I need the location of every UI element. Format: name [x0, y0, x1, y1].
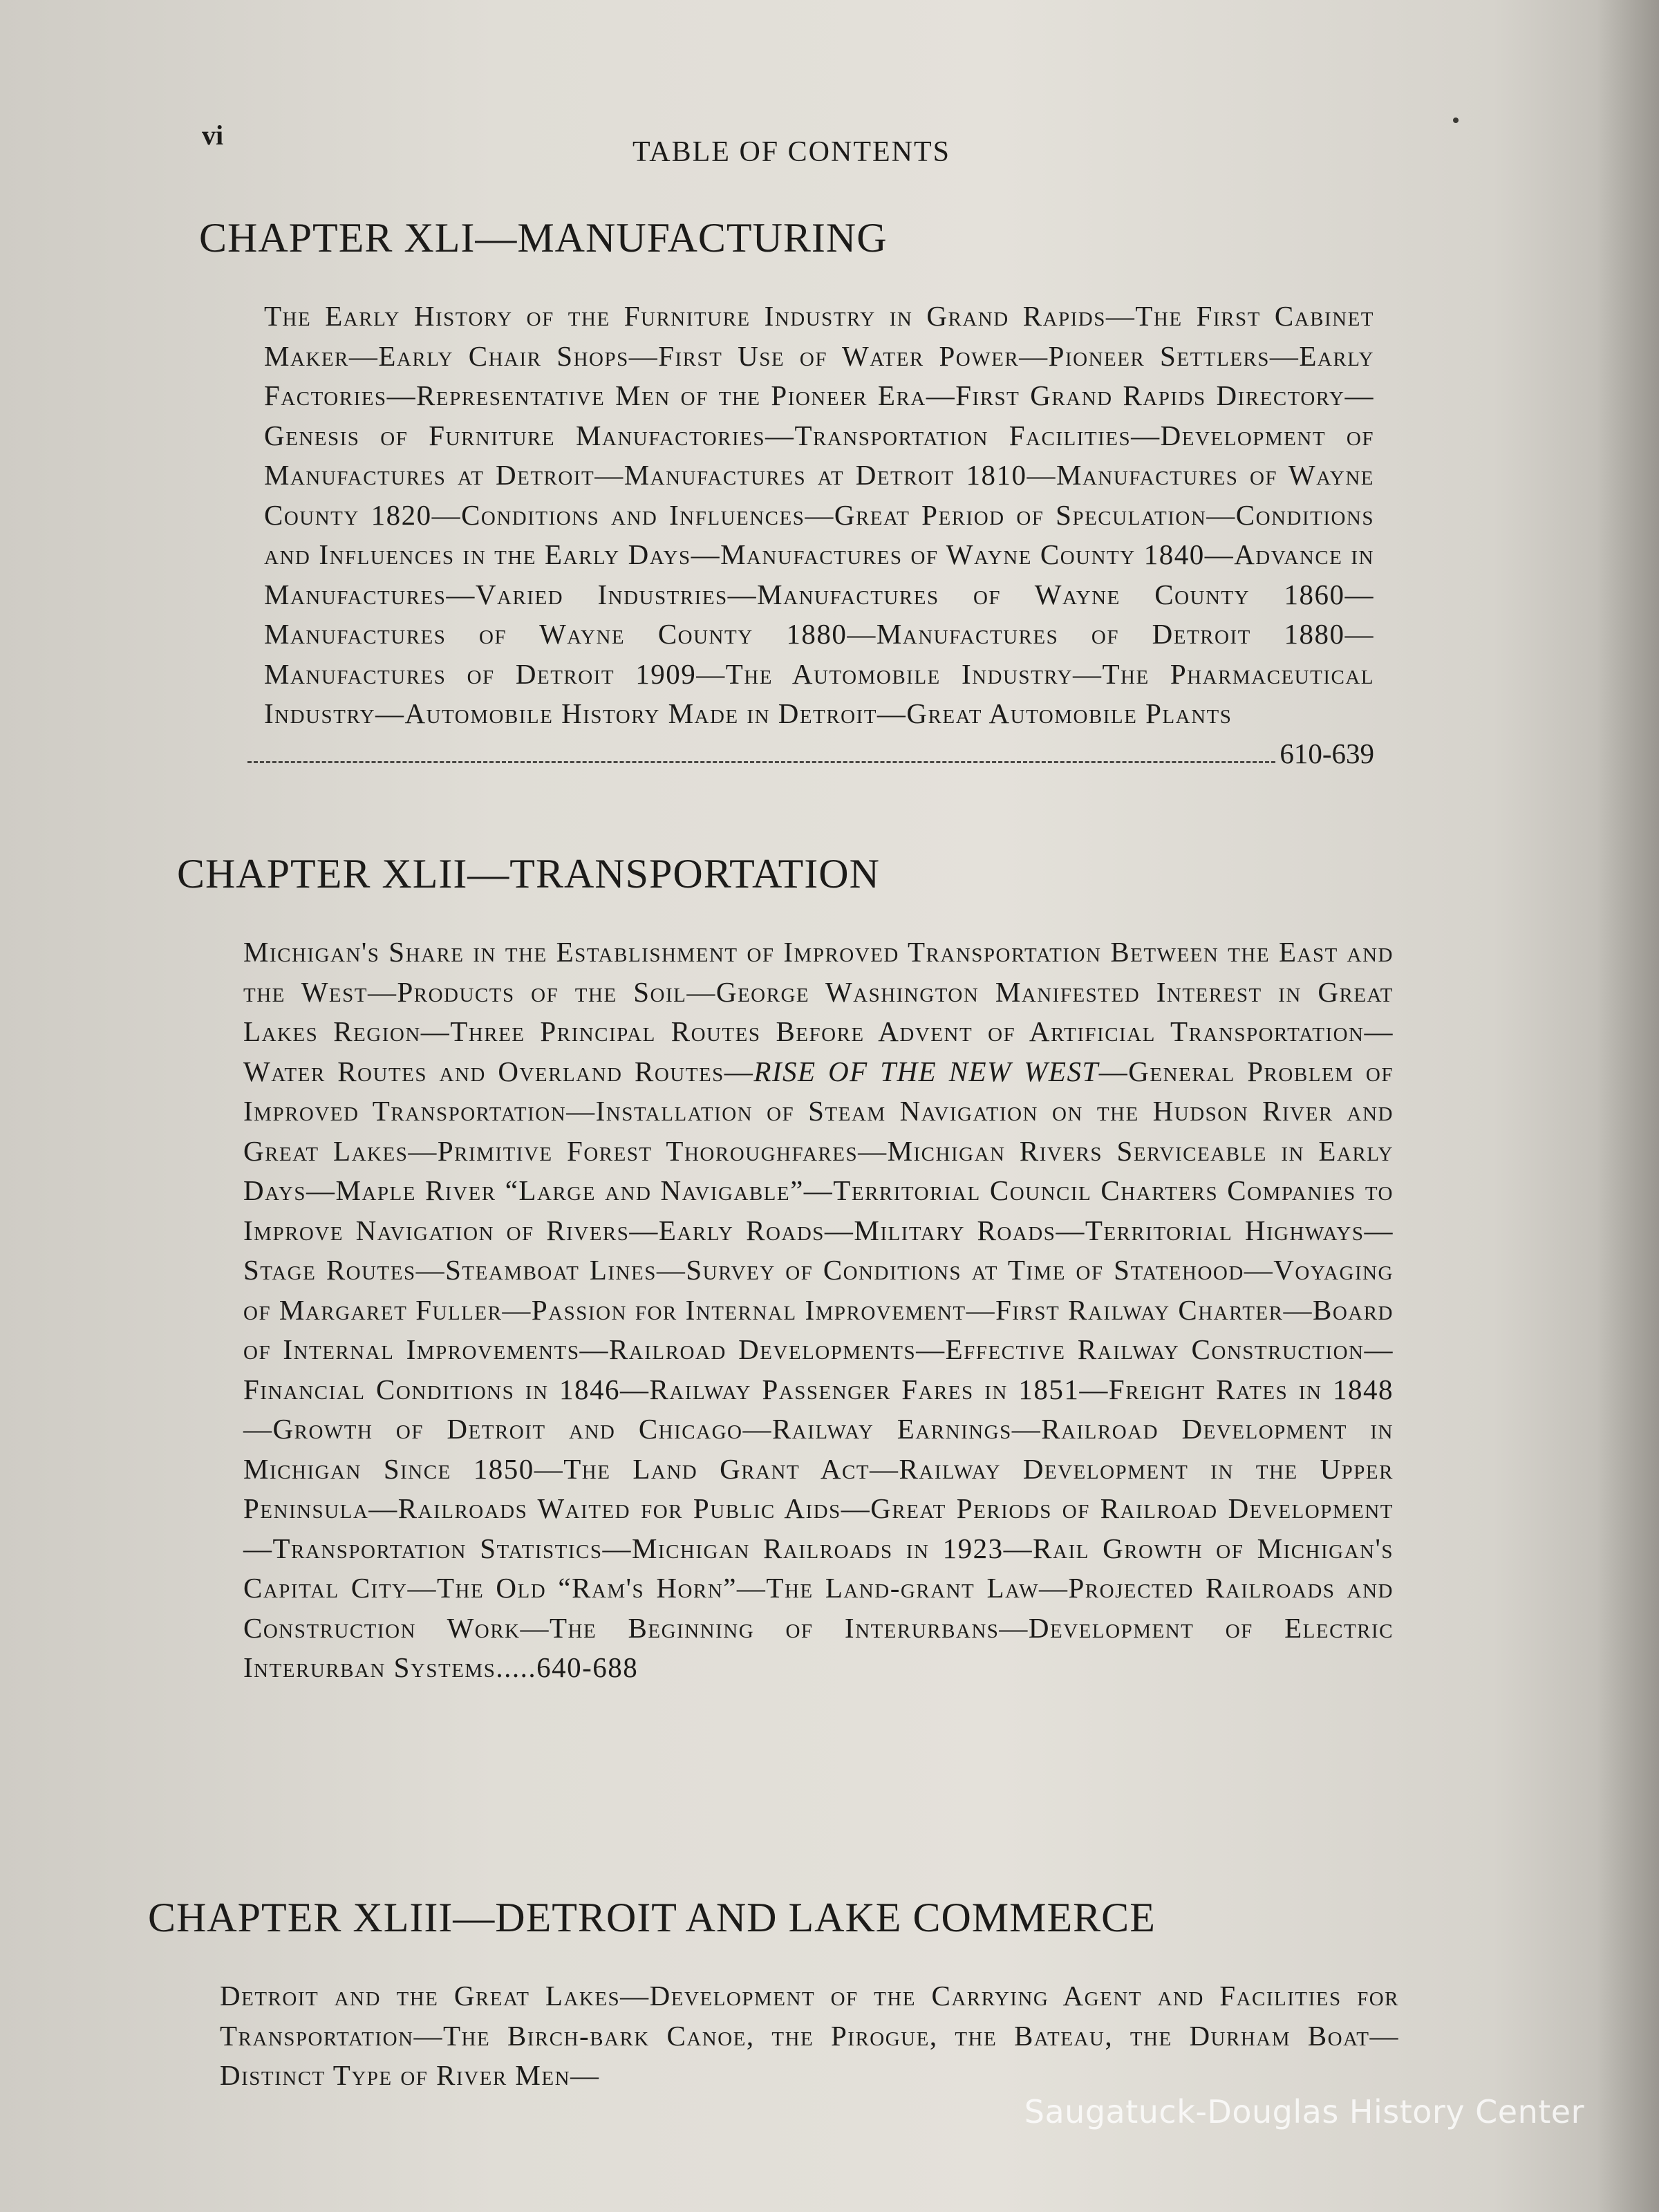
chapter-description: The Early History of the Furniture Industry in Grand Rapids—The First Cabinet Maker—Early Chair Shops—First Use of Water Power—Pioneer Settlers—Early Factories—Representative Men of the Pioneer Era—First Grand Rapids Directory—Genesis of Furniture Manufactories—Transportation Facilities—Development of Manufactures at Detroit—Manufactures at Detroit 1810—Manufactures of Wayne County 1820—Conditions and Influences—Great Period of Speculation—Conditions and Influences in the Early Days—Manufactures of Wayne County 1840—Advance in Manufactures—Varied Industries—Manufactures of Wayne County 1860—Manufactures of Wayne County 1880—Manufactures of Detroit 1880—Manufactures of Detroit 1909—The Automobile Industry—The Pharmaceutical Industry—Automobile History Made in Detroit—Great Automobile Plants [264, 300, 1374, 729]
chapter-xli [199, 214, 1374, 774]
chapter-title: CHAPTER XLI—MANUFACTURING [199, 215, 888, 261]
chapter-description [243, 932, 1394, 1688]
dot-leader: ..... [496, 1651, 537, 1683]
page-range: 610-639 [1280, 737, 1374, 769]
chapter-xliii [148, 1894, 1399, 2096]
running-head: TABLE OF CONTENTS [632, 136, 950, 168]
page-range-row [247, 734, 1374, 774]
dot-leader [247, 761, 1275, 763]
chapter-title: CHAPTER XLIII—DETROIT AND LAKE COMMERCE [148, 1895, 1156, 1940]
description-text: Michigan's Share in the Establishment of Improved Transportation Between the East and the West—Products of the Soil—George Washington Manifested Interest in Great Lakes Region—Three Principal Routes Before Advent of Artificial Transportation—Water Routes and Overland Routes— [243, 936, 1394, 1087]
description-text: —General Problem of Improved Transportation—Installation of Steam Navigation on the Hudson River and Great Lakes—Primitive Forest Thoroughfares—Michigan Rivers Serviceable in Early Days—Maple River “Large and Navigable”—Territorial Council Charters Companies to Improve Navigation of Rivers—Early Roads—Military Roads—Territorial Highways—Stage Routes—Steamboat Lines—Survey of Conditions at Time of Statehood—Voyaging of Margaret Fuller—Passion for Internal Improvement—First Railway Charter—Board of Internal Improvements—Railroad Developments—Effective Railway Construction—Financial Conditions in 1846—Railway Passenger Fares in 1851—Freight Rates in 1848—Growth of Detroit and Chicago—Railway Earnings—Railroad Development in Michigan Since 1850—The Land Grant Act—Railway Development in the Upper Peninsula—Railroads Waited for Public Aids—Great Periods of Railroad Development—Transportation Statistics—Michigan Railroads in 1923—Rail Growth of Michigan's Capital City—The Old “Ram's Horn”—The Land-grant Law—Projected Railroads and Construction Work—The Beginning of Interurbans—Development of Electric Interurban Systems [243, 1055, 1394, 1683]
chapter-description: Detroit and the Great Lakes—Development of the Carrying Agent and Facilities for Transportation—The Birch-bark Canoe, the Pirogue, the Bateau, the Durham Boat—Distinct Type of River Men— [220, 1980, 1399, 2091]
page-range: 640-688 [536, 1651, 639, 1683]
page-number: vi [202, 120, 224, 151]
chapter-xlii [177, 850, 1394, 1688]
description-italic-text: RISE OF THE NEW WEST [753, 1055, 1099, 1087]
paper-speck [1453, 118, 1459, 123]
page-shadow [1597, 0, 1659, 2212]
watermark: Saugatuck-Douglas History Center [1024, 2093, 1584, 2130]
chapter-title: CHAPTER XLII—TRANSPORTATION [177, 851, 880, 897]
